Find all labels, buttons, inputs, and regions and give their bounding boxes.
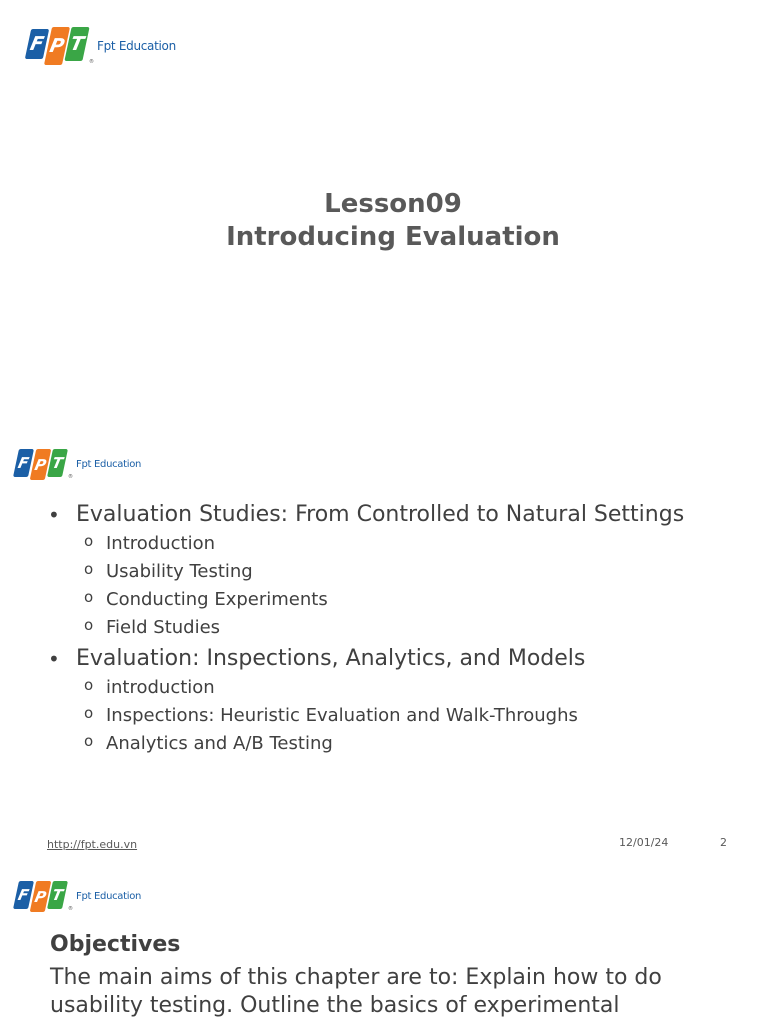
agenda-sublist (76, 530, 684, 642)
circle-bullet-icon: o (84, 732, 94, 750)
agenda-subitem (76, 530, 684, 558)
slide-title (0, 188, 768, 254)
agenda-subitem (76, 674, 684, 702)
agenda-subitem (76, 558, 684, 586)
title-slide (0, 0, 768, 432)
agenda-sublist (76, 674, 684, 758)
agenda-subitem (76, 730, 684, 758)
objectives-slide (0, 864, 768, 1024)
agenda-slide (0, 432, 768, 864)
footer-date: 12/01/24 (619, 836, 669, 849)
fpt-education-logo (16, 881, 141, 912)
circle-bullet-icon: o (84, 616, 94, 634)
circle-bullet-icon: o (84, 588, 94, 606)
registered-mark: ® (89, 59, 94, 65)
agenda-list (48, 500, 684, 760)
agenda-subitem-text: introduction (106, 677, 215, 698)
agenda-subitem-text: Inspections: Heuristic Evaluation and Walk-Throughs (106, 705, 578, 726)
circle-bullet-icon: o (84, 532, 94, 550)
objectives-heading: Objectives (50, 932, 181, 957)
agenda-subitem (76, 586, 684, 614)
logo-brand-text: Fpt Education (76, 459, 142, 470)
logo-letter-t: T (47, 881, 68, 909)
agenda-bullet (48, 500, 684, 642)
objectives-body: The main aims of this chapter are to: Explain how to do usability testing. Outline the basics of experimental (50, 965, 662, 1018)
agenda-bullet-text: Evaluation: Inspections, Analytics, and Models (76, 646, 586, 671)
bullet-dot-icon: • (48, 503, 60, 527)
logo-letter-f: F (13, 449, 34, 477)
bullet-dot-icon: • (48, 647, 60, 671)
logo-letter-p: P (30, 881, 52, 912)
fpt-education-logo (28, 27, 176, 65)
agenda-subitem-text: Conducting Experiments (106, 589, 328, 610)
circle-bullet-icon: o (84, 676, 94, 694)
agenda-bullet (48, 644, 684, 758)
logo-letter-t: T (47, 449, 68, 477)
logo-brand-text: Fpt Education (76, 891, 142, 902)
logo-letter-f: F (13, 881, 34, 909)
agenda-bullet-text: Evaluation Studies: From Controlled to Natural Settings (76, 502, 685, 527)
logo-brand-text: Fpt Education (97, 39, 176, 53)
circle-bullet-icon: o (84, 704, 94, 722)
footer-website-link[interactable]: http://fpt.edu.vn (47, 838, 138, 851)
fpt-education-logo (16, 449, 141, 480)
agenda-subitem-text: Introduction (106, 533, 216, 554)
logo-letter-t: T (64, 27, 89, 61)
agenda-subitem-text: Field Studies (106, 617, 221, 638)
registered-mark: ® (68, 906, 73, 912)
agenda-subitem-text: Analytics and A/B Testing (106, 733, 333, 754)
registered-mark: ® (68, 474, 73, 480)
logo-letter-p: P (44, 27, 70, 65)
agenda-subitem-text: Usability Testing (106, 561, 253, 582)
agenda-subitem (76, 702, 684, 730)
circle-bullet-icon: o (84, 560, 94, 578)
logo-letter-f: F (25, 29, 49, 59)
slide-title-line2: Introducing Evaluation (226, 222, 560, 252)
slide-number: 2 (720, 836, 727, 849)
slide-title-line1: Lesson09 (324, 189, 462, 219)
agenda-subitem (76, 614, 684, 642)
logo-letter-p: P (30, 449, 52, 480)
